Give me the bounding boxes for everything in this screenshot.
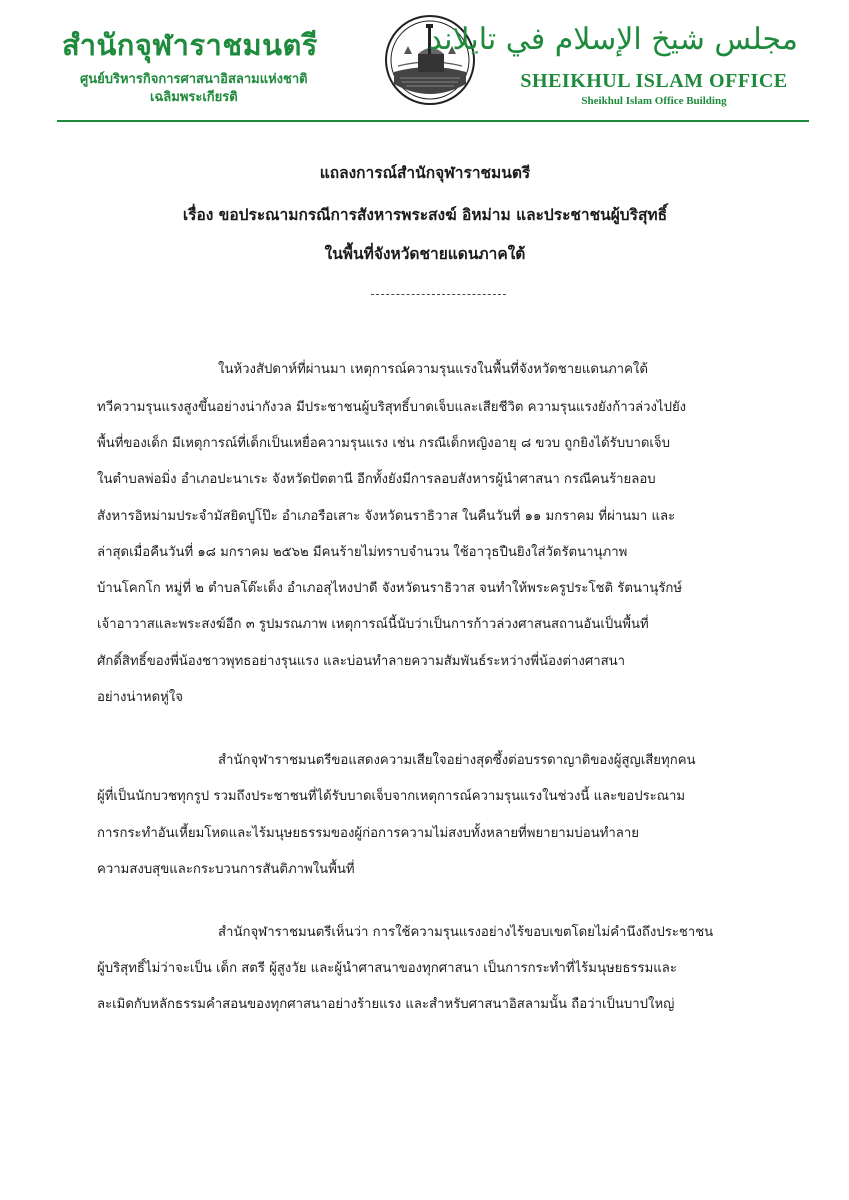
statement-subject: เรื่อง ขอประณามกรณีการสังหารพระสงฆ์ อิหม่าม และประชาชนผู้บริสุทธิ์ [182,206,668,224]
paragraph-3-line: สำนักจุฬาราชมนตรีเห็นว่า การใช้ความรุนแรงอย่างไร้ขอบเขตโดยไม่คำนึงถึงประชาชน [218,925,714,940]
office-arabic-title: مجلس شيخ الإسلام في تايلاند [428,22,798,57]
paragraph-1-line: ในตำบลพ่อมิ่ง อำเภอปะนาเระ จังหวัดปัตตานี อีกทั้งยังมีการลอบสังหารผู้นำศาสนา กรณีคนร้ายลอบ [97,472,656,487]
paragraph-1-line: สังหารอิหม่ามประจำมัสยิดปูโป๊ะ อำเภอรือเสาะ จังหวัดนราธิวาส ในคืนวันที่ ๑๑ มกราคม ที่ผ่านมา และ [97,509,676,524]
paragraph-2-line: การกระทำอันเหี้ยมโหดและไร้มนุษยธรรมของผู้ก่อการความไม่สงบทั้งหลายที่พยายามบ่อนทำลาย [97,826,640,841]
paragraph-1-line: เจ้าอาวาสและพระสงฆ์อีก ๓ รูปมรณภาพ เหตุการณ์นี้นับว่าเป็นการก้าวล่วงศาสนสถานอันเป็นพื้นที่ [97,617,649,632]
office-english-subtitle: Sheikhul Islam Office Building [581,95,727,107]
paragraph-3-line: ผู้บริสุทธิ์ไม่ว่าจะเป็น เด็ก สตรี ผู้สูงวัย และผู้นำศาสนาของทุกศาสนา เป็นการกระทำที่ไร้มนุษยธรรมและ [97,961,677,976]
paragraph-1-line: อย่างน่าหดหู่ใจ [97,690,184,705]
office-thai-title: สำนักจุฬาราชมนตรี [62,28,318,62]
paragraph-2-line: ความสงบสุขและกระบวนการสันติภาพในพื้นที่ [97,862,355,877]
office-thai-subtitle-2: เฉลิมพระเกียรติ [150,90,238,105]
paragraph-1-line: พื้นที่ของเด็ก มีเหตุการณ์ที่เด็กเป็นเหยื่อความรุนแรง เช่น กรณีเด็กหญิงอายุ ๘ ขวบ ถูกยิงได้รับบาดเจ็บ [97,436,671,451]
paragraph-3-line: ละเมิดกับหลักธรรมคำสอนของทุกศาสนาอย่างร้ายแรง และสำหรับศาสนาอิสลามนั้น ถือว่าเป็นบาปใหญ่ [97,997,675,1012]
statement-title: แถลงการณ์สำนักจุฬาราชมนตรี [319,164,531,182]
paragraph-1-line: ศักดิ์สิทธิ์ของพี่น้องชาวพุทธอย่างรุนแรง และบ่อนทำลายความสัมพันธ์ระหว่างพี่น้องต่างศาสนา [97,654,626,669]
office-english-title: SHEIKHUL ISLAM OFFICE [520,70,788,92]
paragraph-1-line: ในห้วงสัปดาห์ที่ผ่านมา เหตุการณ์ความรุนแรงในพื้นที่จังหวัดชายแดนภาคใต้ [218,362,648,377]
paragraph-2-line: สำนักจุฬาราชมนตรีขอแสดงความเสียใจอย่างสุดซึ้งต่อบรรดาญาติของผู้สูญเสียทุกคน [218,753,696,768]
paragraph-1-line: บ้านโคกโก หมู่ที่ ๒ ตำบลโต๊ะเด็ง อำเภอสุไหงปาดี จังหวัดนราธิวาส จนทำให้พระครูประโชติ รัตนานุรักษ์ [97,581,683,596]
statement-subject-line2: ในพื้นที่จังหวัดชายแดนภาคใต้ [324,245,526,263]
paragraph-1-line: ล่าสุดเมื่อคืนวันที่ ๑๘ มกราคม ๒๕๖๒ มีคนร้ายไม่ทราบจำนวน ใช้อาวุธปืนยิงใส่วัดรัตนานุภาพ [97,545,628,560]
office-thai-subtitle: ศูนย์บริหารกิจการศาสนาอิสลามแห่งชาติ [80,72,308,87]
paragraph-1-line: ทวีความรุนแรงสูงขึ้นอย่างน่ากังวล มีประชาชนผู้บริสุทธิ์บาดเจ็บและเสียชีวิต ความรุนแรงยังก้าวล่วงไปยัง [97,400,687,415]
paragraph-2-line: ผู้ที่เป็นนักบวชทุกรูป รวมถึงประชาชนที่ได้รับบาดเจ็บจากเหตุการณ์ความรุนแรงในช่วงนี้ และขอประณาม [97,789,686,804]
